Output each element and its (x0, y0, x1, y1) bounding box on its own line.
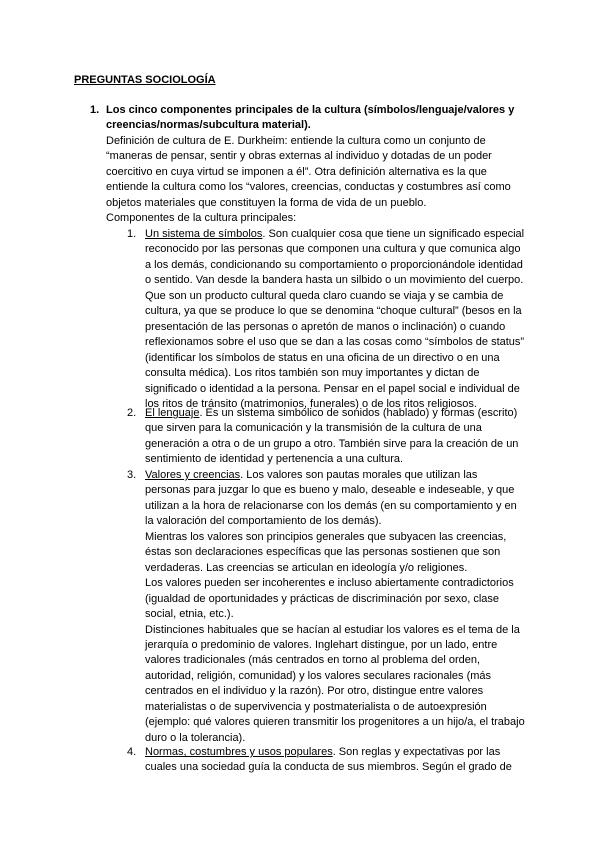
item-number: 3. (127, 469, 137, 481)
list-item (145, 468, 525, 746)
item-body: . Es un sistema simbólico de sonidos (hablado) y formas (escrito) que sirven para la comunicación y la transmisión de la cultura de una generación a otra o de un grupo a otro. También sirve para la creación de un sentimiento de identidad y pertenencia a una cultura. (145, 407, 519, 466)
item-number: 2. (127, 407, 137, 419)
question-number: 1. (90, 104, 100, 116)
item-paragraph: Distinciones habituales que se hacían al estudiar los valores es el tema de la jerarquía o predominio de valores. Inglehart distingue, por un lado, entre valores tradicionales (más centrados en torno al problema del orden, autoridad, religión, comunidad) y los valores seculares racionales (más centrados en el individuo y la razón). Por otro, distingue entre valores materialistas o de supervivencia y postmaterialista o de autoexpresión (ejemplo: qué valores quieren transmitir los progenitores a un hijo/a, el trabajo duro o la tolerancia). (145, 623, 525, 744)
list-item (145, 745, 525, 776)
item-paragraph: Los valores pueden ser incoherentes e incluso abiertamente contradictorios (igualdad de oportunidades y prácticas de discriminación por sexo, clase social, etnia, etc.). (145, 577, 514, 621)
item-heading: El lenguaje (145, 407, 200, 419)
item-body: . Son reglas y expectativas por las cuales una sociedad guía la conducta de sus miembros. Según el grado de (145, 746, 512, 774)
question-title: Los cinco componentes principales de la cultura (símbolos/lenguaje/valores y creencias/normas/subcultura material). (106, 104, 515, 132)
item-paragraph (145, 227, 525, 412)
item-paragraph (145, 745, 525, 776)
document-title: PREGUNTAS SOCIOLOGÍA (74, 74, 216, 86)
item-heading: Un sistema de símbolos (145, 228, 263, 240)
item-paragraph: Mientras los valores son principios generales que subyacen las creencias, éstas son declaraciones específicas que las personas sostienen que son verdaderas. Las creencias se articulan en ideología y/o religiones. (145, 530, 507, 574)
components-heading: Componentes de la cultura principales: (106, 212, 297, 224)
item-paragraph (145, 468, 525, 530)
intro-paragraph: Definición de cultura de E. Durkheim: entiende la cultura como un conjunto de “maneras de pensar, sentir y obras externas al individuo y dotadas de un poder coercitivo en cuya virtud se imponen a él”. Otra definición alternativa es la que entiende la cultura como los “valores, creencias, conductas y costumbres así como objetos materiales que constituyen la forma de vida de un pueblo. (106, 135, 511, 209)
item-body: . Los valores son pautas morales que utilizan las personas para juzgar lo que es bueno y malo, deseable e indeseable, y que utilizan a la hora de relacionarse con los demás (en su comportamiento y en la valoración del comportamiento de los demás). (145, 469, 517, 528)
list-item (145, 227, 525, 412)
item-paragraph (145, 406, 525, 468)
item-heading: Normas, costumbres y usos populares (145, 746, 333, 758)
item-body: . Son cualquier cosa que tiene un significado especial reconocido por las personas que componen una cultura y que comunica algo a los demás, condicionando su comportamiento o proporcionándole identidad o sentido. Van desde la bandera hasta un silbido o un movimiento del cuerpo. Que son un producto cultural queda claro cuando se viaja y se cambia de cultura, ya que se produce lo que se denomina “choque cultural” (besos en la presentación de las personas o apretón de manos o inclinación) o cuando reflexionamos sobre el uso que se dan a las cosas como “símbolos de status” (identificar los símbolos de status en una oficina de un directivo o en una consulta médica). Los ritos también son muy importantes y dictan de significado o identidad a la persona. Pensar en el papel social e individual de los ritos de tránsito (matrimonios, funerales) o de los ritos religiosos. (145, 228, 525, 410)
item-number: 1. (127, 228, 137, 240)
item-number: 4. (127, 746, 137, 758)
item-heading: Valores y creencias (145, 469, 241, 481)
list-item (145, 406, 525, 468)
